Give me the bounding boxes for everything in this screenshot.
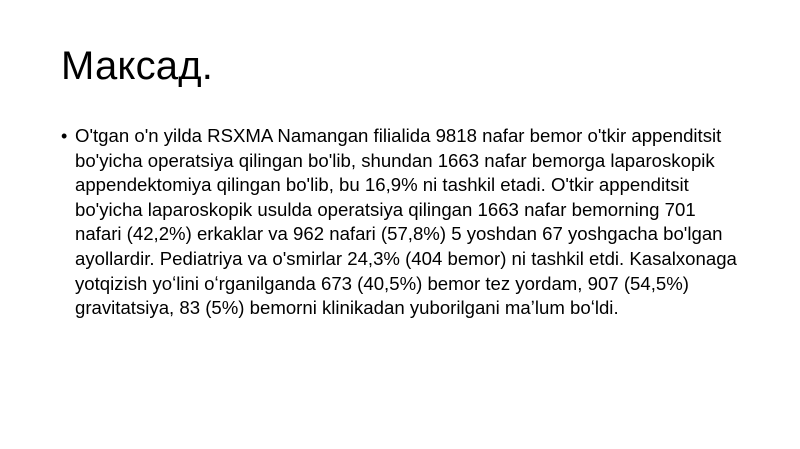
bullet-item [61,124,741,321]
bullet-marker: • [61,126,68,146]
bullet-text: O'tgan o'n yilda RSXMA Namangan filialida 9818 nafar bemor o'tkir appenditsit bo'yicha operatsiya qilingan bo'lib, shundan 1663 nafar bemorga laparoskopik appendektomiya qilingan bo'lib, bu 16,9% ni tashkil etadi. O'tkir appenditsit bo'yicha laparoskopik usulda operatsiya qilingan 1663 nafar bemorning 701 nafari (42,2%) erkaklar va 962 nafari (57,8%) 5 yoshdan 67 yoshgacha bo'lgan ayollardir. Pediatriya va o'smirlar 24,3% (404 bemor) ni tashkil etdi. Kasalxonaga yotqizish yoʻlini oʻrganilganda 673 (40,5%) bemor tez yordam, 907 (54,5%) gravitatsiya, 83 (5%) bemorni klinikadan yuborilgani maʼlum boʻldi. [75,125,737,319]
slide-title: Максад. [61,44,214,88]
bullet-list [61,124,741,321]
